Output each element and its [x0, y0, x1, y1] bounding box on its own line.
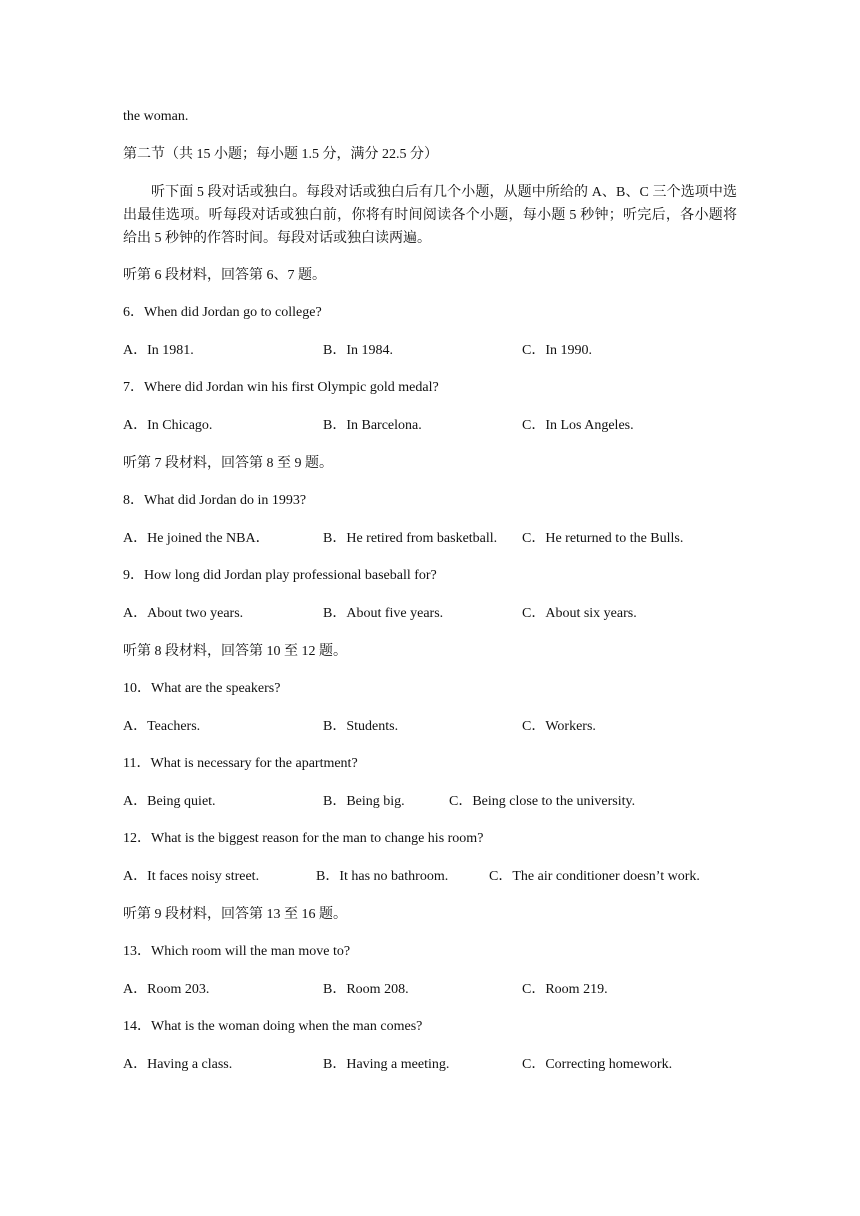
option-a: A．About two years.: [123, 606, 244, 621]
question-stem: 14．What is the woman doing when the man comes?: [123, 1019, 423, 1034]
group-header: 听第 6 段材料，回答第 6、7 题。: [123, 268, 326, 283]
question-stem: 6．When did Jordan go to college?: [123, 305, 322, 320]
option-a: A．In 1981.: [123, 343, 194, 358]
option-b: B．Room 208.: [323, 982, 409, 997]
question-stem: 13．Which room will the man move to?: [123, 944, 351, 959]
option-b: B．In Barcelona.: [323, 418, 422, 433]
option-a: A．Teachers.: [123, 719, 201, 734]
option-a: A．Having a class.: [123, 1057, 233, 1072]
option-c: C．Being close to the university.: [449, 794, 636, 809]
group-header: 听第 9 段材料，回答第 13 至 16 题。: [123, 907, 347, 922]
group-header: 听第 8 段材料，回答第 10 至 12 题。: [123, 644, 347, 659]
option-b: B．He retired from basketball.: [323, 531, 498, 546]
option-a: A．In Chicago.: [123, 418, 213, 433]
question-stem: 11．What is necessary for the apartment?: [123, 756, 358, 771]
option-c: C．Room 219.: [522, 982, 608, 997]
option-b: B．In 1984.: [323, 343, 393, 358]
option-a: A．He joined the NBA．: [123, 531, 270, 546]
option-c: C．Correcting homework.: [522, 1057, 673, 1072]
option-c: C．In Los Angeles.: [522, 418, 634, 433]
question-stem: 8．What did Jordan do in 1993?: [123, 493, 307, 508]
question-stem: 12．What is the biggest reason for the man to change his room?: [123, 831, 484, 846]
option-c: C．In 1990.: [522, 343, 592, 358]
option-c: C．About six years.: [522, 606, 637, 621]
question-stem: 10．What are the speakers?: [123, 681, 281, 696]
section-instructions: 听下面 5 段对话或独白。每段对话或独白后有几个小题，从题中所给的 A、B、C 三个选项中选出最佳选项。听每段对话或独白前，你将有时间阅读各个小题，每小题 5 秒钟；听完后，各小题将给出 5 秒钟的作答时间。每段对话或独白读两遍。: [123, 185, 737, 246]
option-a: A．Room 203.: [123, 982, 210, 997]
group-header: 听第 7 段材料，回答第 8 至 9 题。: [123, 456, 333, 471]
option-b: B．Students.: [323, 719, 399, 734]
option-b: B．Having a meeting.: [323, 1057, 450, 1072]
question-stem: 9．How long did Jordan play professional baseball for?: [123, 568, 437, 583]
option-c: C．The air conditioner doesn’t work.: [489, 869, 700, 884]
option-b: B．It has no bathroom.: [316, 869, 449, 884]
option-c: C．He returned to the Bulls.: [522, 531, 684, 546]
section-title: 第二节（共 15 小题；每小题 1.5 分，满分 22.5 分）: [123, 147, 438, 162]
option-a: A．It faces noisy street.: [123, 869, 260, 884]
option-c: C．Workers.: [522, 719, 596, 734]
option-b: B．Being big.: [323, 794, 405, 809]
question-stem: 7．Where did Jordan win his first Olympic gold medal?: [123, 380, 439, 395]
continuation-text: the woman.: [123, 109, 189, 124]
option-a: A．Being quiet.: [123, 794, 216, 809]
option-b: B．About five years.: [323, 606, 444, 621]
